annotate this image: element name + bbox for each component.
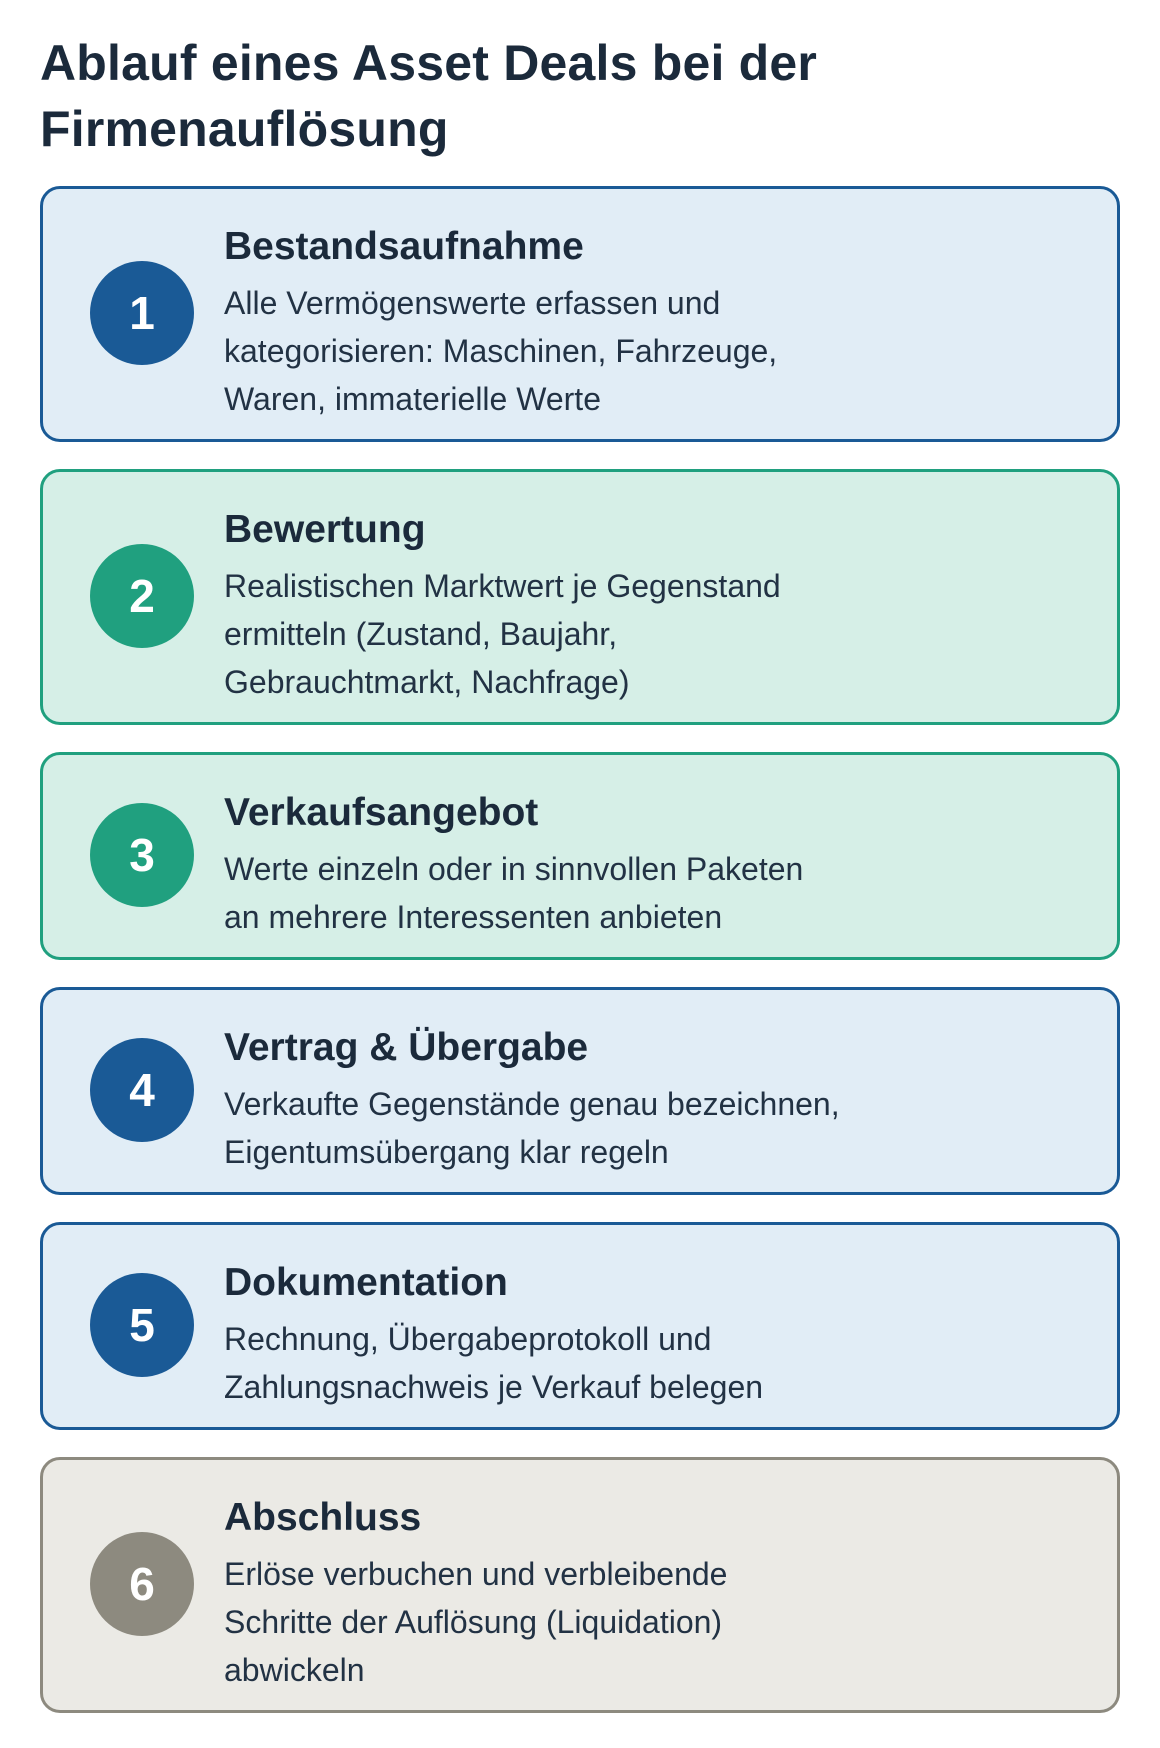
step-card-6 [40,1457,1120,1713]
step-title: Bestandsaufnahme [224,225,584,268]
step-description-line: Schritte der Auflösung (Liquidation) [224,1604,723,1640]
step-card-1 [40,186,1120,442]
step-body [224,508,1077,706]
step-description-line: Gebrauchtmarkt, Nachfrage) [224,664,630,700]
step-description-line: kategorisieren: Maschinen, Fahrzeuge, [224,333,778,369]
step-body [224,1496,1077,1694]
step-card-4 [40,987,1120,1195]
step-number-badge: 2 [90,544,194,648]
step-body [224,1026,1077,1176]
step-title: Dokumentation [224,1261,508,1304]
step-number-badge: 6 [90,1532,194,1636]
step-description-line: an mehrere Interessenten anbieten [224,899,723,935]
step-number-badge: 5 [90,1273,194,1377]
step-number-badge: 3 [90,803,194,907]
step-description [224,279,1077,423]
page-title-line-2: Firmenauflösung [40,101,449,157]
step-card-2 [40,469,1120,725]
step-title: Vertrag & Übergabe [224,1026,589,1069]
step-description-line: Verkaufte Gegenstände genau bezeichnen, [224,1086,840,1122]
step-description-line: ermitteln (Zustand, Baujahr, [224,616,618,652]
step-card-3 [40,752,1120,960]
step-description-line: Alle Vermögenswerte erfassen und [224,285,721,321]
step-description-line: Rechnung, Übergabeprotokoll und [224,1321,712,1357]
page-title-line-1: Ablauf eines Asset Deals bei der [40,35,818,91]
step-description-line: abwickeln [224,1652,365,1688]
step-description-line: Werte einzeln oder in sinnvollen Paketen [224,851,804,887]
step-title: Verkaufsangebot [224,791,539,834]
step-description-line: Waren, immaterielle Werte [224,381,601,417]
step-description [224,1080,1077,1176]
step-body [224,1261,1077,1411]
step-description-line: Eigentumsübergang klar regeln [224,1134,669,1170]
step-number-badge: 1 [90,261,194,365]
step-description-line: Realistischen Marktwert je Gegenstand [224,568,781,604]
step-description-line: Zahlungsnachweis je Verkauf belegen [224,1369,764,1405]
step-body [224,225,1077,423]
step-title: Abschluss [224,1496,422,1539]
step-description [224,1550,1077,1694]
step-title: Bewertung [224,508,426,551]
step-card-5 [40,1222,1120,1430]
step-description [224,845,1077,941]
step-body [224,791,1077,941]
page-title [40,30,1120,162]
step-number-badge: 4 [90,1038,194,1142]
step-description-line: Erlöse verbuchen und verbleibende [224,1556,728,1592]
step-description [224,1315,1077,1411]
step-description [224,562,1077,706]
step-list [40,186,1120,1713]
